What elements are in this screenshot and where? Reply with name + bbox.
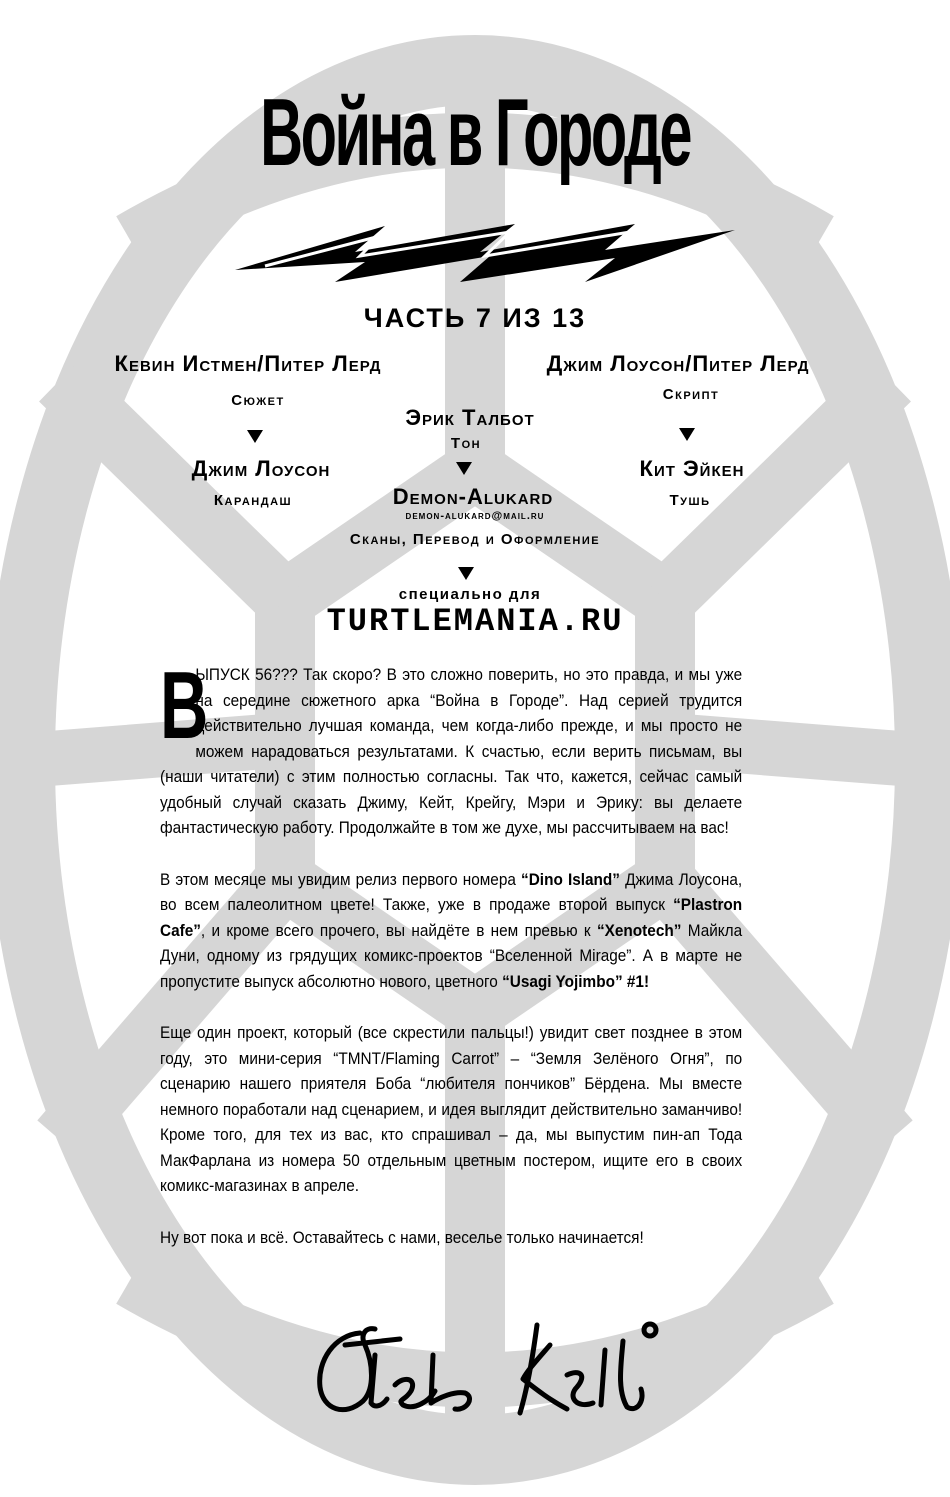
page-title: Война в Городе <box>260 79 690 186</box>
translator-role: Сканы, Перевод и Оформление <box>349 531 601 548</box>
editorial-letter <box>160 652 743 1277</box>
tones-credit-name: Эрик Талбот <box>405 405 535 430</box>
part-number: ЧАСТЬ 7 ИЗ 13 <box>363 303 587 333</box>
pencils-credit-name: Джим Лоусон <box>191 456 331 481</box>
letter-paragraph-2: В этом месяце мы увидим релиз первого номера “Dino Island” Джима Лоусона, во всем палеолитном цвете! Также, уже в продаже второй выпуск “Plastron Cafe”, и кроме всего прочего, вы найдёте в нем превью к “Xenotech” Майкла Дуни, одному из грядущих комикс-проектов “Вселенной Mirage”. А в марте не пропустите выпуск абсолютно нового, цветного “Usagi Yojimbo” #1! <box>160 870 743 991</box>
arrow-down-icon <box>456 462 472 475</box>
plot-credit-name: Кевин Истмен/Питер Лерд <box>114 351 382 376</box>
letter-paragraph-4: Ну вот пока и всё. Оставайтесь с нами, веселье только начинается! <box>160 1228 644 1247</box>
plot-credit-role: Сюжет <box>231 392 285 409</box>
inks-credit-role: Тушь <box>669 492 711 509</box>
arrow-down-icon <box>679 428 695 441</box>
letter-paragraph-3: Еще один проект, который (все скрестили пальцы!) увидит свет позднее в этом году, это мини-серия “TMNT/Flaming Carrot” – “Земля Зелёного Огня”, по сценарию нашего приятеля Боба “любителя пончиков” Бёрдена. Мы вместе немного поработали над сценарием, и идея выглядит действительно заманчиво! Кроме того, для тех из вас, кто спрашивал – да, мы выпустим пин-ап Тода МакФарлана из номера 50 отдельным цветным постером, ищите его в своих комикс-магазинах в апреле. <box>160 1024 743 1195</box>
translator-email: demon-alukard@mail.ru <box>405 510 545 522</box>
lightning-bolt-icon <box>235 222 735 284</box>
script-credit-role: Скрипт <box>662 386 720 403</box>
arrow-down-icon <box>458 567 474 580</box>
inks-credit-name: Кит Эйкен <box>639 456 745 481</box>
pencils-credit-role: Карандаш <box>213 492 293 509</box>
signature-image <box>305 1305 675 1445</box>
tones-credit-role: Тон <box>450 435 482 452</box>
site-name: TURTLEMANIA.RU <box>326 603 624 640</box>
letter-paragraph-1: В ЫПУСК 56??? Так скоро? В это сложно поверить, но это правда, и мы уже на середине сюжетного арка “Война в Городе”. Над серией трудится действительно лучшая команда, чем когда-либо прежде, и мы просто не можем нарадоваться результатами. К счастью, если верить письмам, вы (наши читатели) с этим полностью согласны. Так что, кажется, сейчас самый удобный случай сказать Джиму, Кейт, Крейгу, Мэри и Эрику: вы делаете фантастическую работу. Продолжайте в том же духе, мы рассчитываем на вас! <box>160 652 743 837</box>
special-for-label: специально для <box>398 586 542 603</box>
script-credit-name: Джим Лоусон/Питер Лерд <box>546 351 810 376</box>
arrow-down-icon <box>247 430 263 443</box>
translator-name: Demon-Alukard <box>392 484 554 509</box>
drop-cap: В <box>160 652 209 759</box>
